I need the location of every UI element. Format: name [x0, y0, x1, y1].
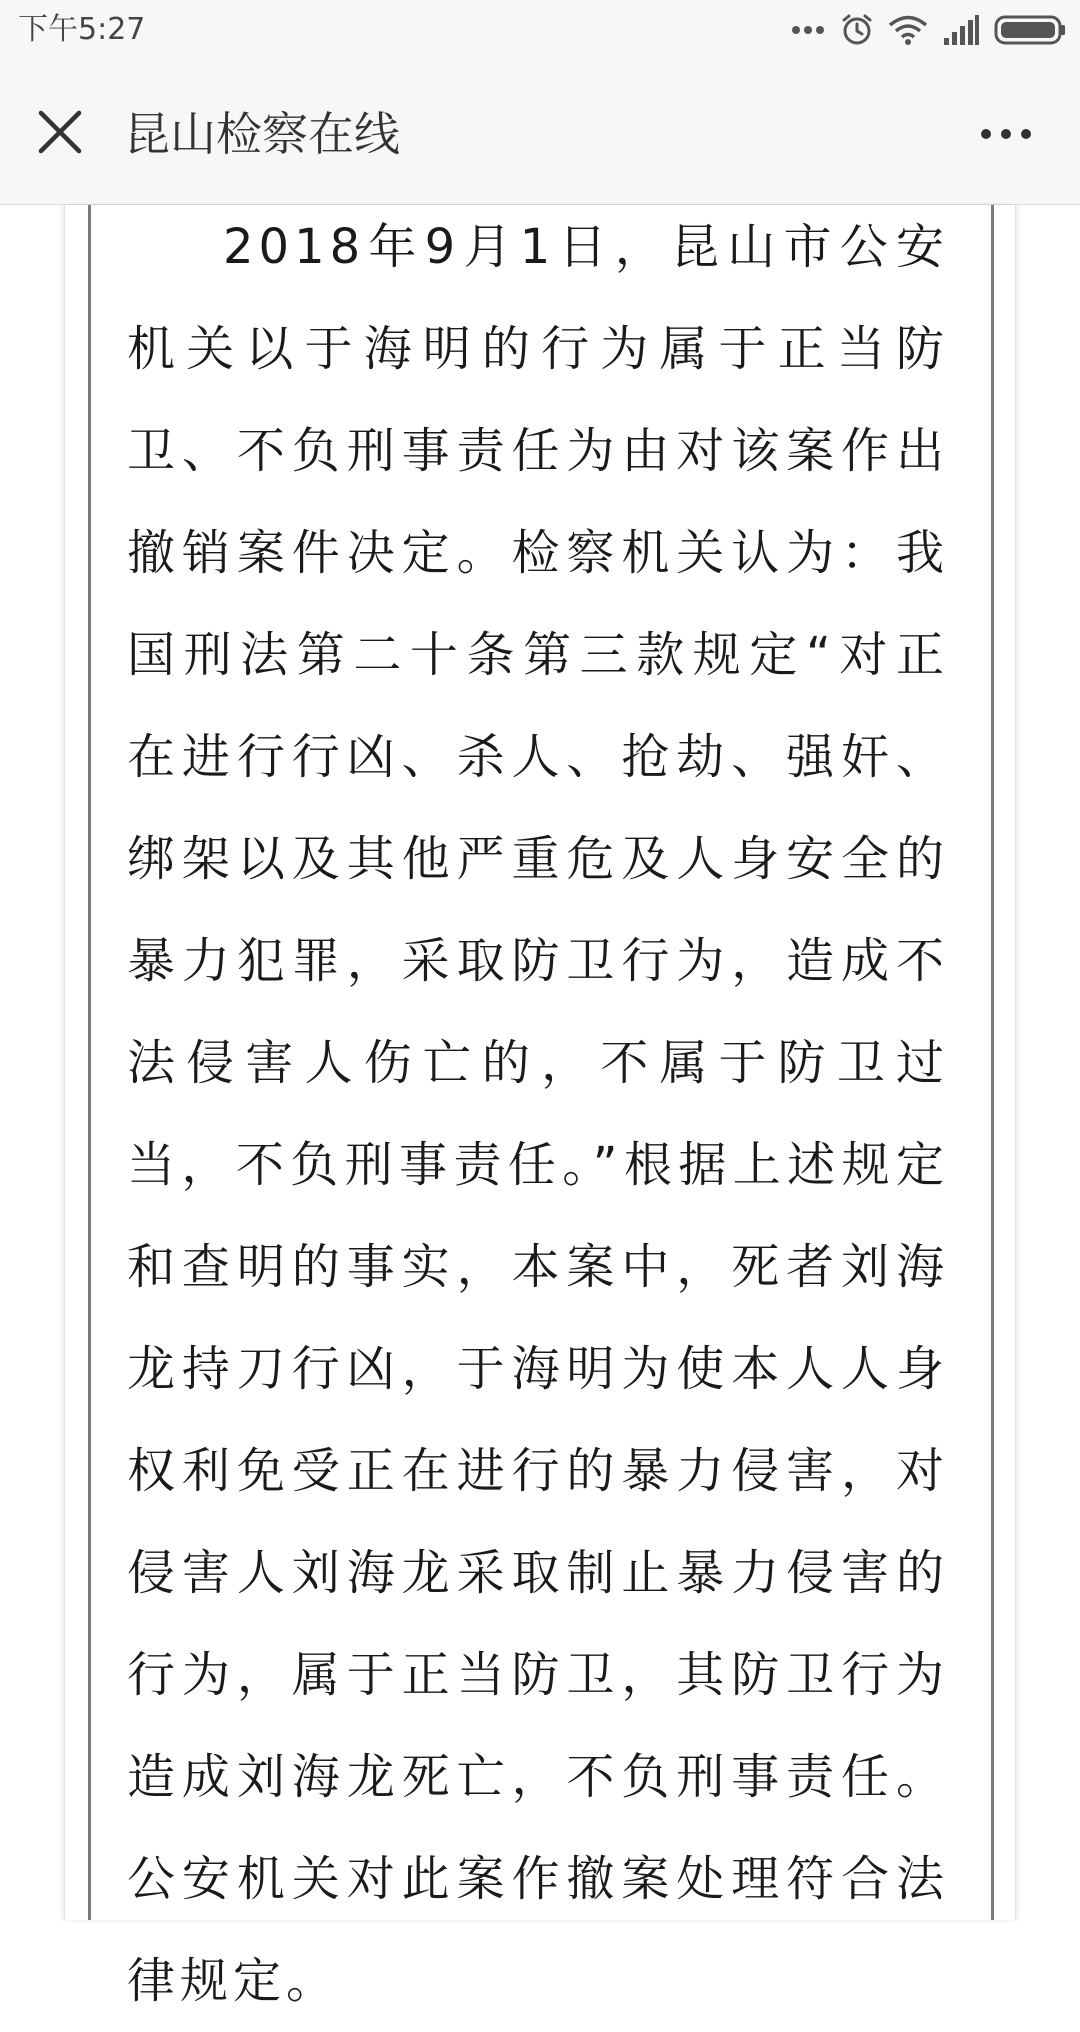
status-time: 下午5:27 [18, 12, 146, 47]
more-options-button[interactable] [968, 104, 1044, 164]
battery-icon [994, 14, 1066, 46]
wifi-icon [888, 14, 928, 46]
status-icons [790, 8, 1066, 52]
article-paragraph: 2018年9月1日，昆山市公安机关以于海明的行为属于正当防卫、不负刑事责任为由对该案作出撤销案件决定。检察机关认为：我国刑法第二十条第三款规定“对正在进行行凶、杀人、抢劫、强奸、绑架以及其他严重危及人身安全的暴力犯罪，采取防卫行为，造成不法侵害人伤亡的，不属于防卫过当，不负刑事责任。”根据上述规定和查明的事实，本案中，死者刘海龙持刀行凶，于海明为使本人人身权利免受正在进行的暴力侵害，对侵害人刘海龙采取制止暴力侵害的行为，属于正当防卫，其防卫行为造成刘海龙死亡，不负刑事责任。公安机关对此案作撤案处理符合法律规定。 [127, 219, 949, 2009]
status-bar [0, 0, 1080, 64]
signal-icon [942, 14, 980, 46]
page-title: 昆山检察在线 [124, 107, 400, 161]
more-horizontal-icon [980, 125, 1032, 144]
close-button[interactable] [28, 102, 92, 166]
more-dots-icon [790, 24, 826, 36]
alarm-icon [840, 13, 874, 47]
close-icon [38, 110, 82, 158]
title-bar [0, 64, 1080, 205]
